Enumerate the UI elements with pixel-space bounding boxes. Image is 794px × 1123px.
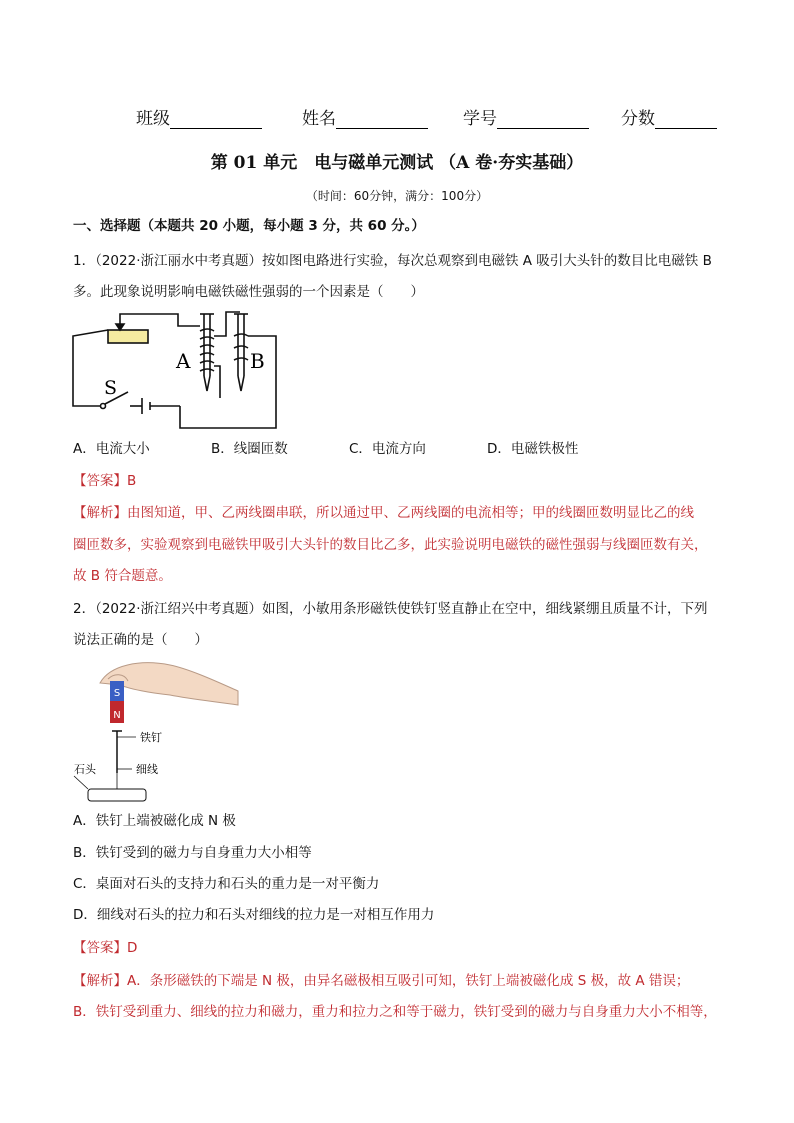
name-field[interactable] <box>336 110 428 129</box>
label-s: S <box>104 377 118 399</box>
class-label: 班级 <box>136 109 170 129</box>
q2-option-b[interactable]: B．铁钉受到的磁力与自身重力大小相等 <box>73 845 312 861</box>
q2-stem-line1: 2．（2022·浙江绍兴中考真题）如图，小敏用条形磁铁使铁钉竖直静止在空中，细线紧绷且质量不计，下列 <box>73 601 708 617</box>
time-score-info: （时间：60分钟，满分：100分） <box>305 189 489 203</box>
q1-circuit-figure <box>70 306 280 432</box>
score-label: 分数 <box>621 109 655 129</box>
q1-option-a[interactable]: A．电流大小 <box>73 441 150 457</box>
q1-answer: 【答案】B <box>73 473 137 489</box>
q2-option-a[interactable]: A．铁钉上端被磁化成 N 极 <box>73 813 236 829</box>
nail-label: 铁钉 <box>140 731 162 744</box>
student-info-header <box>0 104 794 130</box>
q2-option-d[interactable]: D．细线对石头的拉力和石头对细线的拉力是一对相互作用力 <box>73 907 435 923</box>
q1-option-d[interactable]: D．电磁铁极性 <box>487 441 579 457</box>
score-field[interactable] <box>655 110 717 129</box>
q1-stem-line2: 多。此现象说明影响电磁铁磁性强弱的一个因素是（ ） <box>73 284 424 300</box>
section-heading: 一、选择题（本题共 20 小题，每小题 3 分，共 60 分。） <box>73 218 425 234</box>
q2-answer: 【答案】D <box>73 940 138 956</box>
q1-analysis-line3: 故 B 符合题意。 <box>73 568 172 584</box>
class-field[interactable] <box>170 110 262 129</box>
q2-analysis-text1: A．条形磁铁的下端是 N 极，由异名磁极相互吸引可知，铁钉上端被磁化成 S 极，故 A 错误； <box>127 973 690 989</box>
q1-analysis-line1 <box>73 498 733 528</box>
pole-s-text: S <box>113 688 121 699</box>
thread-label: 细线 <box>136 763 158 776</box>
q2-stem-line2: 说法正确的是（ ） <box>73 632 208 648</box>
q1-option-b[interactable]: B．线圈匝数 <box>211 441 288 457</box>
q1-analysis-tag: 【解析】 <box>73 505 127 521</box>
q1-analysis-text1: 由图知道，甲、乙两线圈串联，所以通过甲、乙两线圈的电流相等；甲的线圈匝数明显比乙的线 <box>127 505 694 521</box>
q2-analysis-tag: 【解析】 <box>73 973 127 989</box>
page-title: 第 01 单元 电与磁单元测试 （A 卷·夯实基础） <box>210 153 584 173</box>
q2-option-c[interactable]: C．桌面对石头的支持力和石头的重力是一对平衡力 <box>73 876 380 892</box>
label-b: B <box>250 349 265 373</box>
rheostat <box>108 330 148 343</box>
id-field[interactable] <box>497 110 589 129</box>
pole-n-text: N <box>113 710 121 721</box>
id-label: 学号 <box>463 109 497 129</box>
q1-option-c[interactable]: C．电流方向 <box>349 441 426 457</box>
stone-label: 石头 <box>74 763 96 776</box>
name-label: 姓名 <box>302 109 336 129</box>
stone <box>88 789 146 801</box>
q2-magnet-figure <box>70 655 240 805</box>
q1-stem-line1: 1．（2022·浙江丽水中考真题）按如图电路进行实验，每次总观察到电磁铁 A 吸引大头针的数目比电磁铁 B <box>73 253 712 269</box>
q2-analysis-line2: B．铁钉受到重力、细线的拉力和磁力，重力和拉力之和等于磁力，铁钉受到的磁力与自身重力大小不相等， <box>73 1004 717 1020</box>
q2-analysis-line1 <box>73 966 733 996</box>
q1-analysis-line2: 圈匝数多，实验观察到电磁铁甲吸引大头针的数目比乙多，此实验说明电磁铁的磁性强弱与线圈匝数有关， <box>73 537 708 553</box>
label-a: A <box>176 349 191 373</box>
